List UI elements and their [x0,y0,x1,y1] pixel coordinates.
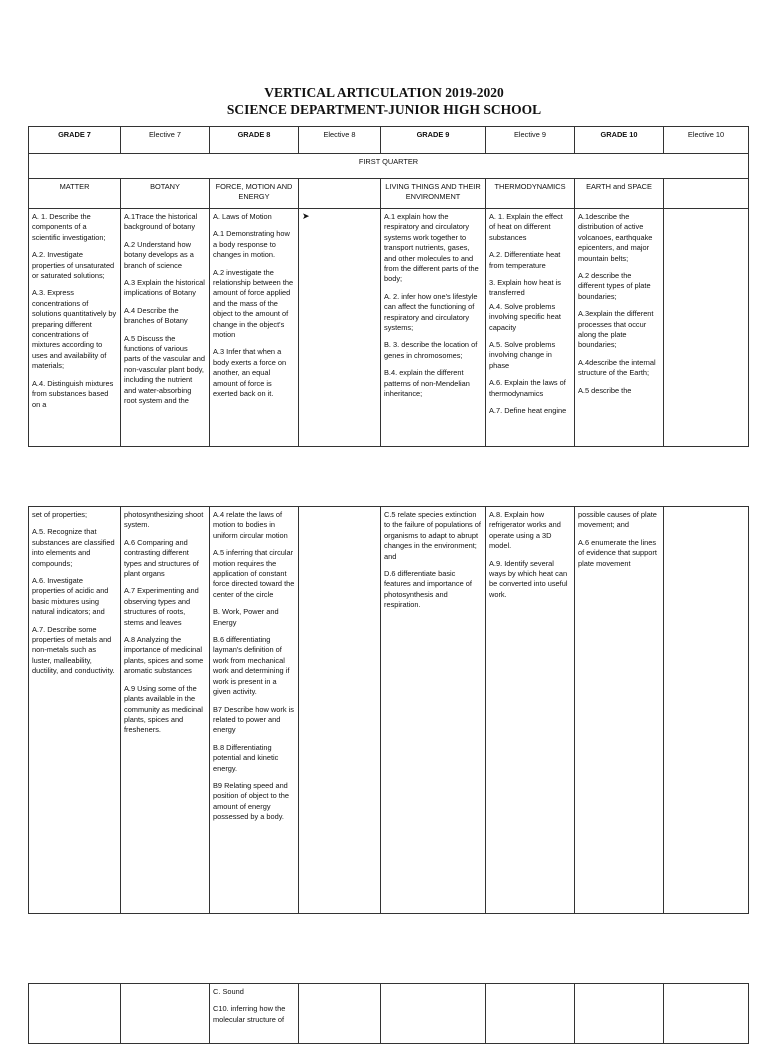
cell-grade-10-p2: possible causes of plate movement; and A.6 enumerate the lines of evidence that support plate movement [575,507,664,914]
document-title: VERTICAL ARTICULATION 2019-2020 [264,85,504,100]
cell-elective-10-p1 [664,209,749,447]
cell-elective-8-p3 [299,984,381,1044]
cell-grade-10-p1: A.1describe the distribution of active volcanoes, earthquake epicenters, and major mountain belts; A.2 describe the different types of plate boundaries; A.3explain the different processes that occur along the plate boundaries; A.4describe the internal structure of the Earth; A.5 describe the [575,209,664,447]
cell-grade-10-p3 [575,984,664,1044]
cell-grade-8-p1: A. Laws of Motion A.1 Demonstrating how a body response to changes in motion. A.2 investigate the relationship between the amount of force applied and the mass of the object to the amount of change in the object's motion A.3 Infer that when a body exerts a force on another, an equal amount of force is exerted back on it. [210,209,299,447]
header-elective-10: Elective 10 [664,127,749,154]
cell-elective-9-p3 [486,984,575,1044]
subject-elective-8 [299,179,381,209]
subject-grade-9: LIVING THINGS AND THEIR ENVIRONMENT [381,179,486,209]
cell-grade-9-p1: A.1 explain how the respiratory and circulatory systems work together to transport nutrients, gases, and other molecules to and from the different parts of the body; A. 2. infer how one's lifestyle can affect the functioning of respiratory and circulatory systems; B. 3. describe the location of genes in chromosomes; B.4. explain the different patterns of non-Mendelian inheritance; [381,209,486,447]
document-subtitle: SCIENCE DEPARTMENT-JUNIOR HIGH SCHOOL [226,102,542,117]
cell-grade-7-p3 [29,984,121,1044]
cell-elective-8-p2 [299,507,381,914]
header-grade-8: GRADE 8 [210,127,299,154]
header-grade-7: GRADE 7 [29,127,121,154]
cell-elective-7-p3 [121,984,210,1044]
header-elective-8: Elective 8 [299,127,381,154]
quarter-heading: FIRST QUARTER [29,154,749,179]
arrow-bullet-icon: ➤ [302,211,310,221]
cell-elective-7-p2: photosynthesizing shoot system. A.6 Comparing and contrasting different types and structures of plant organs A.7 Experimenting and observing types and structures of roots, stems and leaves A.8 Analyzing the importance of medicinal plants, spices and some aromatic substances A.9 Using some of the plants available in the community as medicinal plants, spices and fresheners. [121,507,210,914]
cell-elective-10-p3 [664,984,749,1044]
subject-elective-10 [664,179,749,209]
cell-elective-8-p1 [299,209,381,447]
cell-grade-9-p3 [381,984,486,1044]
subject-grade-10: EARTH and SPACE [575,179,664,209]
header-grade-9: GRADE 9 [381,127,486,154]
cell-grade-8-p3: C. Sound C10. inferring how the molecular structure of [210,984,299,1044]
header-grade-10: GRADE 10 [575,127,664,154]
header-elective-9: Elective 9 [486,127,575,154]
cell-elective-10-p2 [664,507,749,914]
cell-grade-7-p2: set of properties; A.5. Recognize that substances are classified into elements and compounds; A.6. Investigate properties of acidic and basic mixtures using natural indicators; and A.7. Describe some properties of metals and non-metals such as luster, malleability, ductility, and conductivity. [29,507,121,914]
cell-grade-7-p1: A. 1. Describe the components of a scientific investigation; A.2. Investigate properties of unsaturated or saturated solutions; A.3. Express concentrations of solutions quantitatively by preparing different concentrations of mixtures according to uses and availability of materials; A.4. Distinguish mixtures from substances based on a [29,209,121,447]
cell-elective-9-p1: A. 1. Explain the effect of heat on different substances A.2. Differentiate heat from temperature 3. Explain how heat is transferred A.4. Solve problems involving specific heat capacity A.5. Solve problems involving change in phase A.6. Explain the laws of thermodynamics A.7. Define heat engine [486,209,575,447]
articulation-table-page-2 [28,506,749,914]
cell-grade-9-p2: C.5 relate species extinction to the failure of populations of organisms to adapt to abrupt changes in the environment; and D.6 differentiate basic features and importance of photosynthesis and respiration. [381,507,486,914]
cell-elective-9-p2: A.8. Explain how refrigerator works and operate using a 3D model. A.9. Identify several ways by which heat can be converted into useful work. [486,507,575,914]
articulation-table-page-3 [28,983,749,1044]
cell-elective-7-p1: A.1Trace the historical background of botany A.2 Understand how botany develops as a branch of science A.3 Explain the historical implications of Botany A.4 Describe the branches of Botany A.5 Discuss the functions of various parts of the vascular and non-vascular plant body, including the nutrient and water-absorbing root system and the [121,209,210,447]
subject-grade-7: MATTER [29,179,121,209]
cell-grade-8-p2: A.4 relate the laws of motion to bodies in uniform circular motion A.5 inferring that circular motion requires the application of constant force directed toward the center of the circle B. Work, Power and Energy B.6 differentiating layman's definition of work from mechanical work and determining if work is present in a given activity. B7 Describe how work is related to power and energy B.8 Differentiating potential and kinetic energy. B9 Relating speed and position of object to the amount of energy possessed by a body. [210,507,299,914]
subject-grade-8: FORCE, MOTION AND ENERGY [210,179,299,209]
header-elective-7: Elective 7 [121,127,210,154]
subject-elective-9: THERMODYNAMICS [486,179,575,209]
articulation-table-page-1 [28,126,749,447]
subject-elective-7: BOTANY [121,179,210,209]
